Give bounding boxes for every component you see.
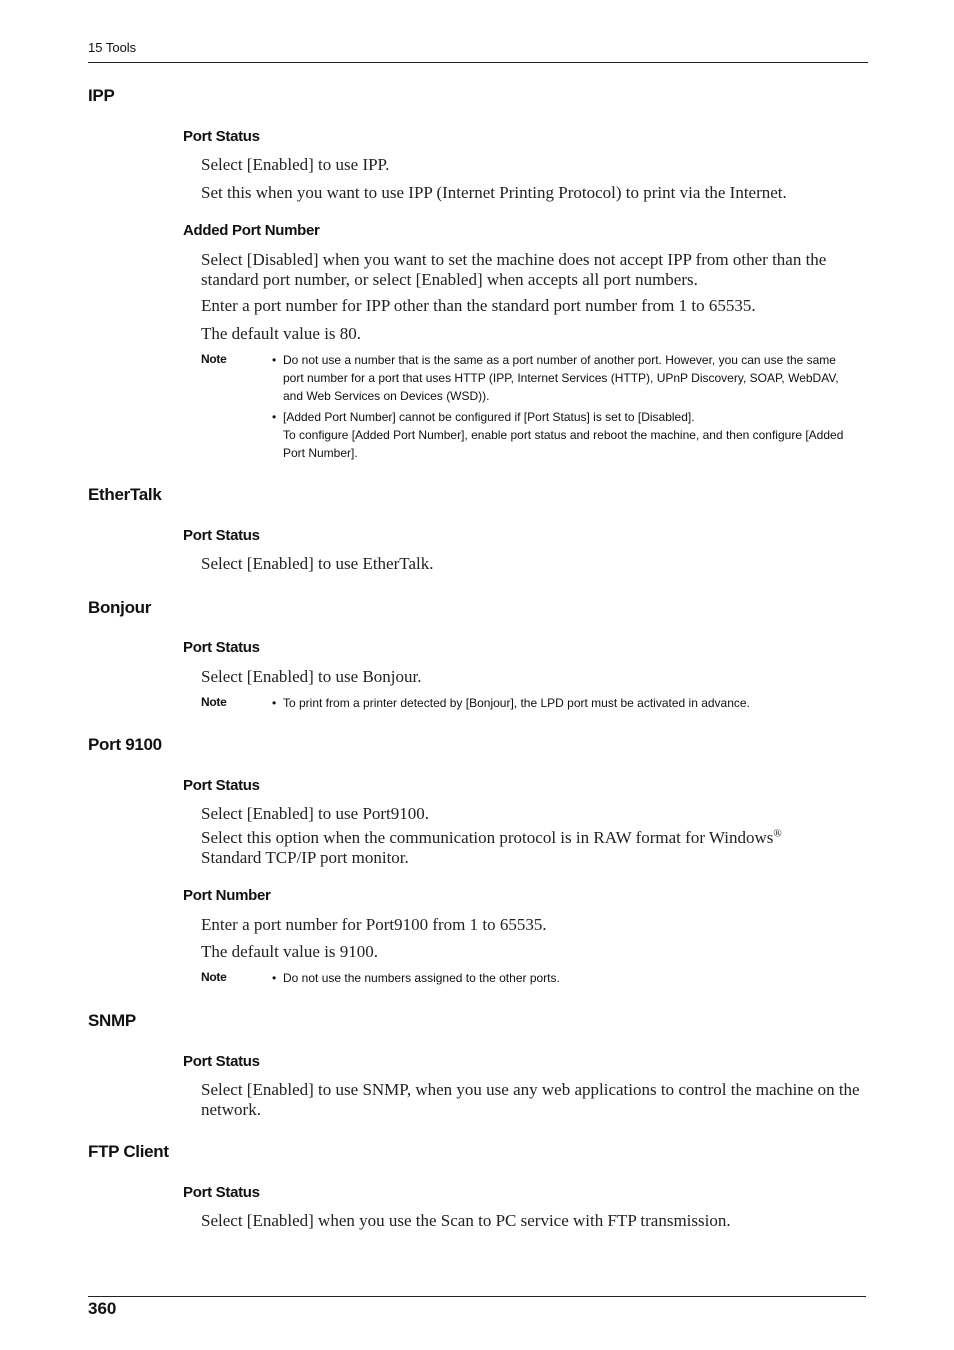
ipp-port-status-p1: Select [Enabled] to use IPP. [201, 155, 390, 174]
page-number: 360 [88, 1299, 117, 1318]
port9100-port-number-p2: The default value is 9100. [201, 942, 379, 961]
port9100-p2-text-a: Select this option when the communication protocol is in RAW format for Windows [201, 828, 774, 847]
subheading-port9100-port-status: Port Status [183, 777, 260, 794]
footer-rule [88, 1296, 866, 1297]
subheading-ipp-added-port: Added Port Number [183, 222, 320, 239]
bonjour-note-item-text: To print from a printer detected by [Bonjour], the LPD port must be activated in advance. [283, 696, 750, 710]
bonjour-note-item [272, 694, 857, 712]
ipp-note-item-2-line2: To configure [Added Port Number], enable port status and reboot the machine, and then configure [Added Port Number]. [283, 428, 844, 460]
bullet: • [272, 410, 277, 424]
ipp-added-port-p3: The default value is 80. [201, 324, 362, 343]
ipp-note-item-1-text: Do not use a number that is the same as a port number of another port. However, you can use the same port number for a port that uses HTTP (IPP, Internet Services (HTTP), UPnP Discovery, SOAP, WebDAV, and Web Services on Devices (WSD)). [283, 353, 839, 403]
ipp-port-status-p2: Set this when you want to use IPP (Internet Printing Protocol) to print via the Internet. [201, 183, 787, 202]
ipp-note-label: Note [201, 352, 227, 366]
section-title-ftp-client: FTP Client [88, 1142, 169, 1161]
section-title-port9100: Port 9100 [88, 735, 162, 754]
port9100-note-label: Note [201, 970, 227, 984]
bonjour-p1: Select [Enabled] to use Bonjour. [201, 667, 422, 686]
ipp-added-port-p2: Enter a port number for IPP other than the standard port number from 1 to 65535. [201, 296, 756, 315]
subheading-bonjour-port-status: Port Status [183, 639, 260, 656]
port9100-port-status-p2 [201, 828, 869, 868]
ipp-note-item-2 [272, 408, 857, 462]
registered-mark: ® [773, 827, 782, 840]
subheading-snmp-port-status: Port Status [183, 1053, 260, 1070]
port9100-note-item [272, 969, 857, 987]
port9100-note-item-text: Do not use the numbers assigned to the other ports. [283, 971, 560, 985]
ftp-p1: Select [Enabled] when you use the Scan to PC service with FTP transmission. [201, 1211, 731, 1230]
bullet: • [272, 971, 277, 985]
ethertalk-p1: Select [Enabled] to use EtherTalk. [201, 554, 434, 573]
ipp-note-item-2-line1: [Added Port Number] cannot be configured if [Port Status] is set to [Disabled]. [283, 410, 695, 424]
subheading-ftp-port-status: Port Status [183, 1184, 260, 1201]
ipp-note-item-1 [272, 351, 857, 405]
bonjour-note-label: Note [201, 695, 227, 709]
section-title-ipp: IPP [88, 86, 115, 105]
port9100-port-status-p1: Select [Enabled] to use Port9100. [201, 804, 430, 823]
running-header: 15 Tools [88, 40, 137, 55]
subheading-ipp-port-status: Port Status [183, 128, 260, 145]
section-title-snmp: SNMP [88, 1011, 136, 1030]
section-title-bonjour: Bonjour [88, 598, 152, 617]
bullet: • [272, 696, 277, 710]
ipp-added-port-p1: Select [Disabled] when you want to set the machine does not accept IPP from other than the standard port number, or select [Enabled] when accepts all port numbers. [201, 250, 827, 289]
port9100-p2-text-b: Standard TCP/IP port monitor. [201, 848, 409, 867]
snmp-p1: Select [Enabled] to use SNMP, when you use any web applications to control the machine on the network. [201, 1080, 860, 1119]
port9100-port-number-p1: Enter a port number for Port9100 from 1 to 65535. [201, 915, 547, 934]
section-title-ethertalk: EtherTalk [88, 485, 162, 504]
subheading-port9100-port-number: Port Number [183, 887, 271, 904]
subheading-ethertalk-port-status: Port Status [183, 527, 260, 544]
bullet: • [272, 353, 277, 367]
header-rule [88, 62, 868, 63]
